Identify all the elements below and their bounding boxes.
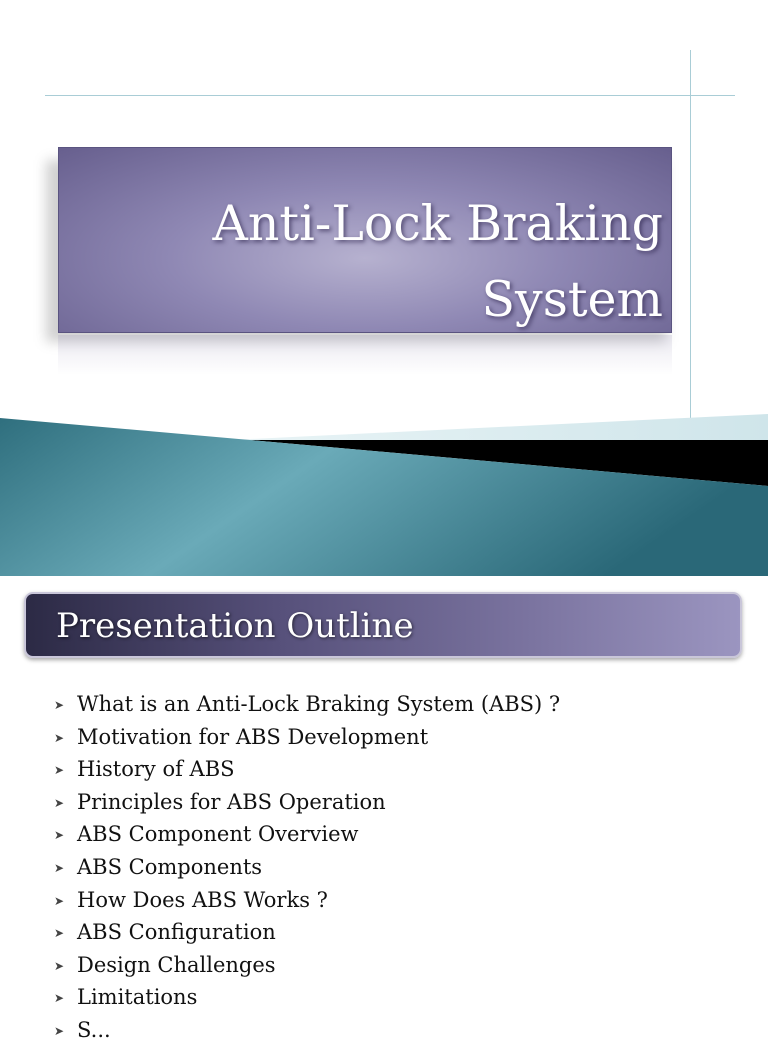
list-item-text: Principles for ABS Operation [77,789,386,814]
list-item [54,916,560,949]
list-item-text: ABS Configuration [77,920,276,945]
outline-slide [0,576,768,1042]
arrow-bullet-icon: ➤ [54,795,65,810]
list-item-text: ABS Components [77,854,263,879]
list-item-text: History of ABS [77,757,235,782]
list-item [54,753,560,786]
title-box-reflection [58,335,672,375]
list-item-text: ABS Component Overview [77,822,359,847]
title-box [58,147,672,333]
arrow-bullet-icon: ➤ [54,763,65,778]
outline-title: Presentation Outline [56,606,414,646]
arrow-bullet-icon: ➤ [54,893,65,908]
list-item-text: What is an Anti-Lock Braking System (ABS) ? [77,692,561,716]
wave-decoration [0,400,768,576]
arrow-bullet-icon: ➤ [54,730,65,745]
arrow-bullet-icon: ➤ [54,958,65,973]
horizontal-accent-line [45,95,735,96]
light-band [230,414,768,440]
arrow-bullet-icon: ➤ [54,1023,65,1038]
list-item [54,981,560,1014]
list-item-text: Motivation for ABS Development [77,724,429,749]
list-item [54,688,560,721]
arrow-bullet-icon: ➤ [54,698,65,712]
arrow-bullet-icon: ➤ [54,991,65,1006]
list-item-text: S... [77,1017,111,1042]
list-item [54,818,560,851]
list-item [54,786,560,819]
list-item [54,1014,560,1047]
list-item [54,851,560,884]
list-item-text: Design Challenges [77,952,276,977]
outline-header-bar [24,592,742,658]
slide-title: Anti-Lock Braking System [212,195,663,328]
list-item [54,949,560,982]
list-item [54,721,560,754]
arrow-bullet-icon: ➤ [54,828,65,843]
list-item [54,884,560,917]
list-item-text: Limitations [77,985,198,1010]
arrow-bullet-icon: ➤ [54,926,65,941]
arrow-bullet-icon: ➤ [54,860,65,875]
outline-list [54,688,560,1047]
list-item-text: How Does ABS Works ? [77,887,328,912]
